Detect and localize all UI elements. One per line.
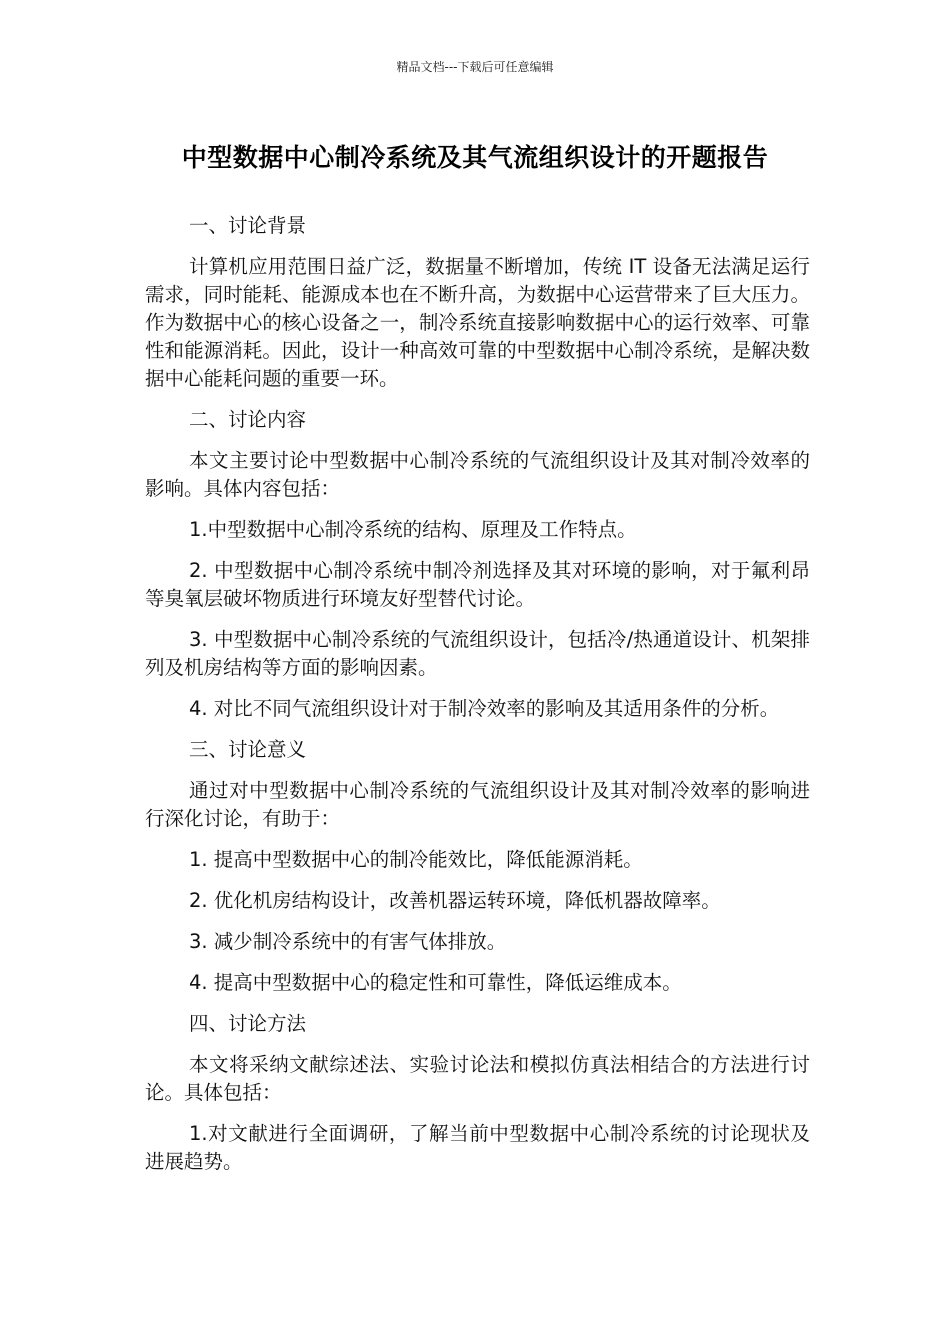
section-heading: 三、讨论意义 bbox=[189, 738, 307, 761]
list-item: 3. 中型数据中心制冷系统的气流组织设计，包括冷/热通道设计、机架排列及机房结构等方面的影响因素。 bbox=[145, 628, 810, 679]
list-item: 4. 提高中型数据中心的稳定性和可靠性，降低运维成本。 bbox=[189, 971, 682, 994]
document-body bbox=[145, 212, 810, 1189]
section-heading: 四、讨论方法 bbox=[189, 1012, 307, 1035]
section-heading: 一、讨论背景 bbox=[189, 214, 307, 237]
paragraph: 本文主要讨论中型数据中心制冷系统的气流组织设计及其对制冷效率的影响。具体内容包括： bbox=[145, 449, 810, 500]
list-item: 4. 对比不同气流组织设计对于制冷效率的影响及其适用条件的分析。 bbox=[189, 697, 780, 720]
list-item: 2. 优化机房结构设计，改善机器运转环境，降低机器故障率。 bbox=[189, 889, 721, 912]
paragraph: 计算机应用范围日益广泛，数据量不断增加，传统 IT 设备无法满足运行需求，同时能耗、能源成本也在不断升高，为数据中心运营带来了巨大压力。作为数据中心的核心设备之一，制冷系统直接影响数据中心的运行效率、可靠性和能源消耗。因此，设计一种高效可靠的中型数据中心制冷系统，是解决数据中心能耗问题的重要一环。 bbox=[145, 255, 810, 390]
header-note: 精品文档---下载后可任意编辑 bbox=[396, 60, 554, 74]
paragraph: 本文将采纳文献综述法、实验讨论法和模拟仿真法相结合的方法进行讨论。具体包括： bbox=[145, 1053, 810, 1104]
paragraph: 通过对中型数据中心制冷系统的气流组织设计及其对制冷效率的影响进行深化讨论，有助于： bbox=[145, 779, 810, 830]
list-item: 1.中型数据中心制冷系统的结构、原理及工作特点。 bbox=[189, 518, 637, 541]
section-heading: 二、讨论内容 bbox=[189, 408, 307, 431]
list-item: 1.对文献进行全面调研，了解当前中型数据中心制冷系统的讨论现状及进展趋势。 bbox=[145, 1122, 810, 1173]
list-item: 1. 提高中型数据中心的制冷能效比，降低能源消耗。 bbox=[189, 848, 643, 871]
list-item: 2. 中型数据中心制冷系统中制冷剂选择及其对环境的影响，对于氟利昂等臭氧层破坏物质进行环境友好型替代讨论。 bbox=[145, 559, 810, 610]
document-title: 中型数据中心制冷系统及其气流组织设计的开题报告 bbox=[181, 143, 769, 172]
list-item: 3. 减少制冷系统中的有害气体排放。 bbox=[189, 930, 507, 953]
